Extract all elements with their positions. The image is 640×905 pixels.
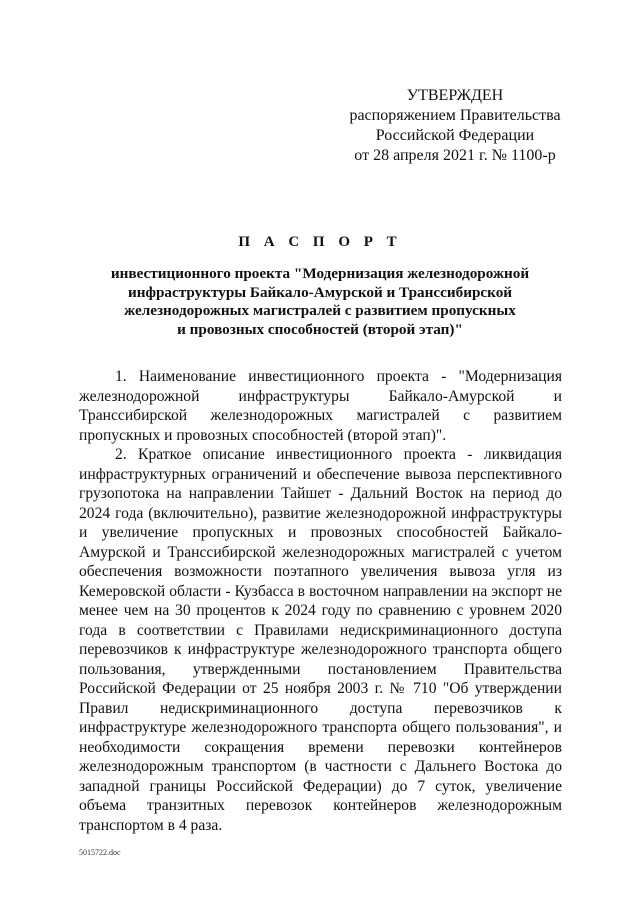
approval-line-3: от 28 апреля 2021 г. № 1100-р (354, 147, 556, 164)
subtitle-line-3: железнодорожных магистралей с развитием пропускных (124, 302, 516, 319)
subtitle-line-2: инфраструктуры Байкало-Амурской и Транссибирской (127, 283, 513, 301)
subtitle-line-4: и провозных способностей (второй этап)" (177, 320, 463, 338)
paragraph-1: 1. Наименование инвестиционного проекта - "Модернизация железнодорожной инфраструктуры Байкало-Амурской и Транссибирской железнодорожных магистралей с развитием пропускных и провозных способностей (второй этап)". (79, 368, 562, 444)
document-body (79, 367, 562, 835)
document-title: П А С П О Р Т (238, 234, 402, 250)
subtitle-line-1: инвестиционного проекта "Модернизация железнодорожной (110, 265, 530, 282)
approval-line-2: Российской Федерации (375, 127, 535, 144)
document-subtitle (80, 265, 560, 339)
approval-title: УТВЕРЖДЕН (406, 87, 504, 104)
paragraph-2: 2. Краткое описание инвестиционного проекта - ликвидация инфраструктурных ограничений и обеспечение вывоза перспективного грузопотока на направлении Тайшет - Дальний Восток на период до 2024 года (включительно), развитие железнодорожной инфраструктуры и увеличение пропускных и провозных способностей Байкало-Амурской и Транссибирской железнодорожных магистралей с учетом обеспечения возможности поэтапного увеличения вывоза угля из Кемеровской области - Кузбасса в восточном направлении на экспорт не менее чем на 30 процентов к 2024 году по сравнению с уровнем 2020 года в соответствии с Правилами недискриминационного доступа перевозчиков к инфраструктуре железнодорожного транспорта общего пользования, утвержденными постановлением Правительства Российской Федерации от 25 ноября 2003 г. № 710 "Об утверждении Правил недискриминационного доступа перевозчиков к инфраструктуре железнодорожного транспорта общего пользования", и необходимости сокращения времени перевозки контейнеров железнодорожным транспортом (в частности с Дальнего Востока до западной границы Российской Федерации) до 7 суток, увеличение объема транзитных перевозок контейнеров железнодорожным транспортом в 4 раза. (79, 446, 562, 834)
approval-stamp (330, 86, 580, 166)
document-title-block (80, 234, 560, 339)
document-file-code: 5015722.doc (79, 848, 121, 857)
approval-line-1: распоряжением Правительства (349, 107, 561, 124)
